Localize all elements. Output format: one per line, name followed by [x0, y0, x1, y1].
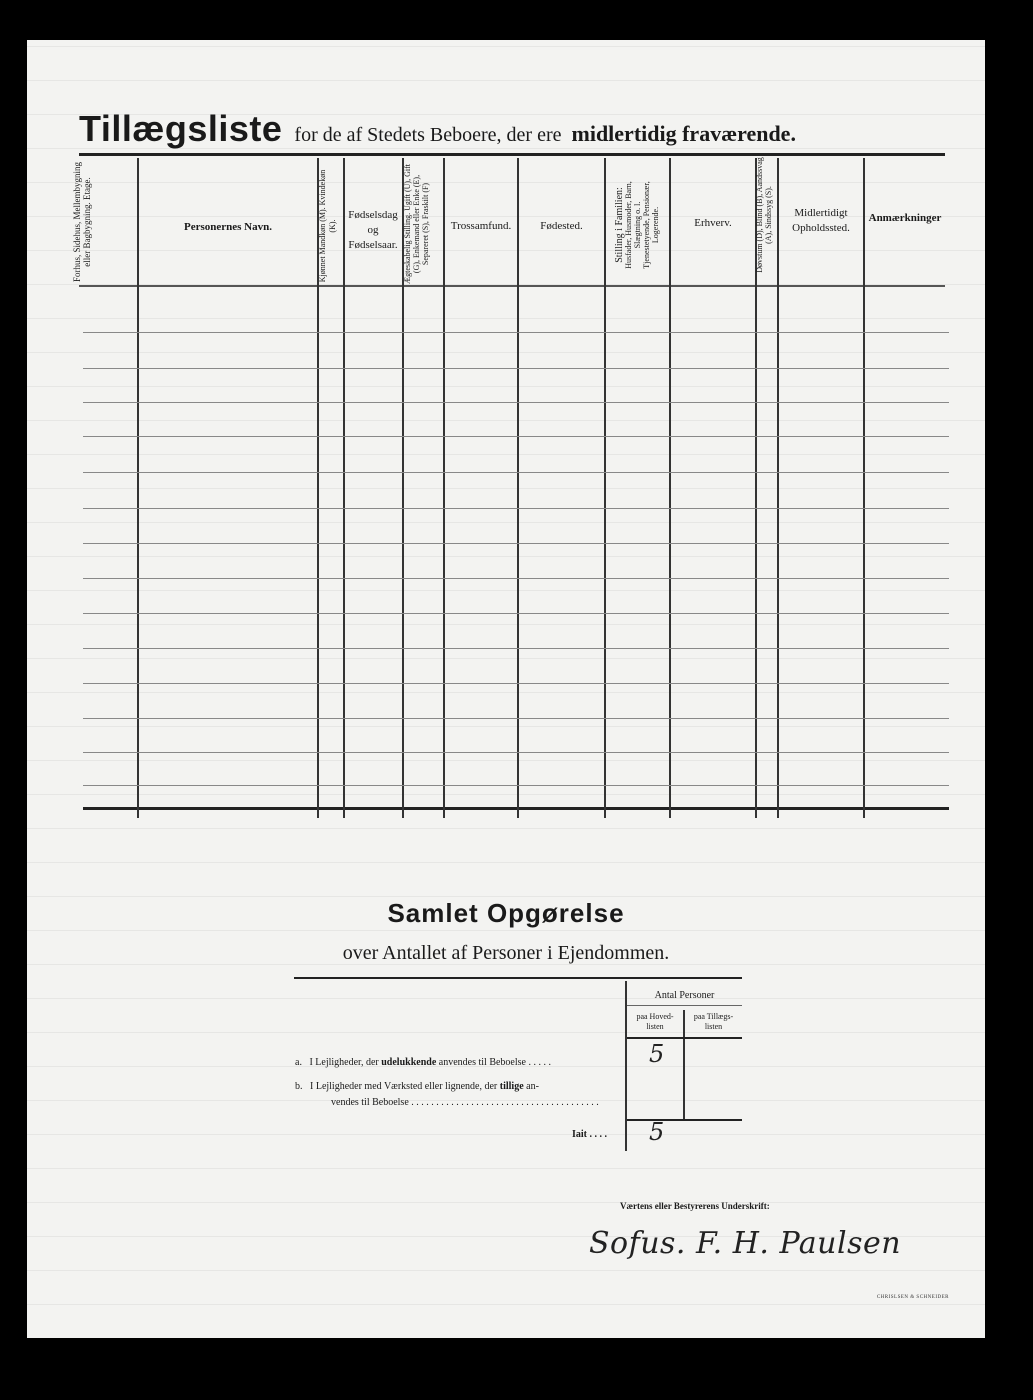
row-line	[83, 332, 949, 333]
header-occupation: Erhverv.	[694, 217, 732, 229]
row-line	[83, 613, 949, 614]
row-line	[83, 578, 949, 579]
row-a-text-bold: udelukkende	[381, 1057, 437, 1068]
total-label: Iait . . . .	[572, 1129, 607, 1140]
tillaegslisten-line2: listen	[704, 1022, 723, 1031]
col-divider	[669, 158, 671, 818]
header-building: Forhus, Sidehus, Mellembygning eller Bagbygning. Etage.	[72, 162, 92, 283]
row-b-text-post: an-	[526, 1081, 539, 1092]
hovedlisten-line1: paa Hoved-	[636, 1012, 674, 1021]
row-line	[83, 718, 949, 719]
row-b	[295, 1081, 539, 1092]
family-line2: Husfader, Husmoder, Barn, Slægtning o. l.	[624, 181, 642, 269]
row-a-text-post: anvendes til Beboelse . . . . .	[438, 1057, 551, 1068]
header-bottom-rule	[79, 285, 945, 287]
hovedlisten-line2: listen	[646, 1022, 664, 1031]
table-top-rule	[79, 153, 945, 156]
signature-handwritten: Sofus. F. H. Paulsen	[589, 1226, 902, 1261]
row-a-letter: a.	[295, 1057, 302, 1068]
col-divider	[443, 158, 445, 818]
header-birthdate	[344, 208, 402, 253]
summary-subtitle: over Antallet af Personer i Ejendommen.	[342, 942, 670, 964]
row-b-text-bold: tillige	[499, 1081, 524, 1092]
row-line	[83, 368, 949, 369]
row-a-text-pre: I Lejligheder, der	[309, 1057, 379, 1068]
antal-personer-header: Antal Personer	[654, 990, 715, 1001]
col-divider	[343, 158, 345, 818]
row-line	[83, 752, 949, 753]
birthdate-line2: og	[367, 224, 379, 236]
printer-mark: CHRISLSEN & SCHNEIDER	[876, 1295, 949, 1300]
table-bottom-rule	[83, 807, 949, 810]
summary-divider	[625, 981, 627, 1151]
birthdate-line1: Fødselsdag	[348, 209, 398, 221]
form-title	[79, 108, 796, 150]
antal-header-bottom	[627, 1037, 742, 1039]
row-b-line2: vendes til Beboelse . . . . . . . . . . . . . . . . . . . . . . . . . . . . . . . . . . . . . .	[331, 1097, 599, 1108]
family-line3: Tjenestetyende, Pensionær, Logerende.	[642, 181, 660, 269]
total-count: 5	[649, 1118, 665, 1146]
col-divider	[604, 158, 606, 818]
tillaegslisten-header	[685, 1012, 742, 1032]
row-line	[83, 785, 949, 786]
title-main: Tillægsliste	[79, 108, 283, 149]
header-marital: Ægteskabelig Stilling. Ugift (U), Gift (G), Enkemand eller Enke (E), Separeret (S), Fraskilt (F)	[403, 164, 430, 284]
col-divider	[777, 158, 779, 818]
header-disability: Døvstum (D), Blind (B), Aandssvag (A), Sindssyg (S).	[755, 157, 773, 273]
row-line	[83, 648, 949, 649]
row-line	[83, 508, 949, 509]
header-religion: Trossamfund.	[450, 220, 512, 232]
header-remarks: Anmærkninger	[868, 212, 942, 224]
header-family-position	[615, 165, 659, 285]
summary-top-rule	[294, 977, 742, 979]
row-line	[83, 402, 949, 403]
signature-caption: Værtens eller Bestyrerens Underskrift:	[620, 1201, 770, 1211]
summary-title: Samlet Opgørelse	[387, 898, 625, 928]
title-middle: for de af Stedets Beboere, der ere	[294, 124, 562, 146]
row-line	[83, 683, 949, 684]
row-a-count: 5	[649, 1040, 665, 1068]
birthdate-line3: Fødselsaar.	[348, 239, 398, 251]
residence-line2: Opholdssted.	[792, 222, 850, 234]
row-line	[83, 436, 949, 437]
row-b-letter: b.	[295, 1081, 303, 1092]
tillaegslisten-line1: paa Tillægs-	[693, 1012, 734, 1021]
col-divider	[517, 158, 519, 818]
col-divider	[863, 158, 865, 818]
header-birthplace: Fødested.	[540, 220, 583, 232]
residence-line1: Midlertidigt	[794, 207, 848, 219]
total-rule	[627, 1119, 742, 1121]
header-gender: Kjønnet Mandkøn (M). Kvindekøn (K).	[318, 169, 337, 283]
hovedlisten-header	[627, 1012, 683, 1032]
title-emphasis: midlertidig fraværende.	[571, 121, 796, 146]
family-line1: Stilling i Familien:	[614, 187, 625, 263]
col-divider	[137, 158, 139, 818]
row-a	[295, 1057, 551, 1068]
header-temporary-residence	[779, 206, 863, 236]
row-b-text-pre: I Lejligheder med Værksted eller lignende, der	[310, 1081, 498, 1092]
header-name: Personernes Navn.	[184, 221, 272, 233]
row-line	[83, 472, 949, 473]
census-form-page	[27, 40, 985, 1338]
row-line	[83, 543, 949, 544]
antal-underline	[627, 1005, 742, 1006]
